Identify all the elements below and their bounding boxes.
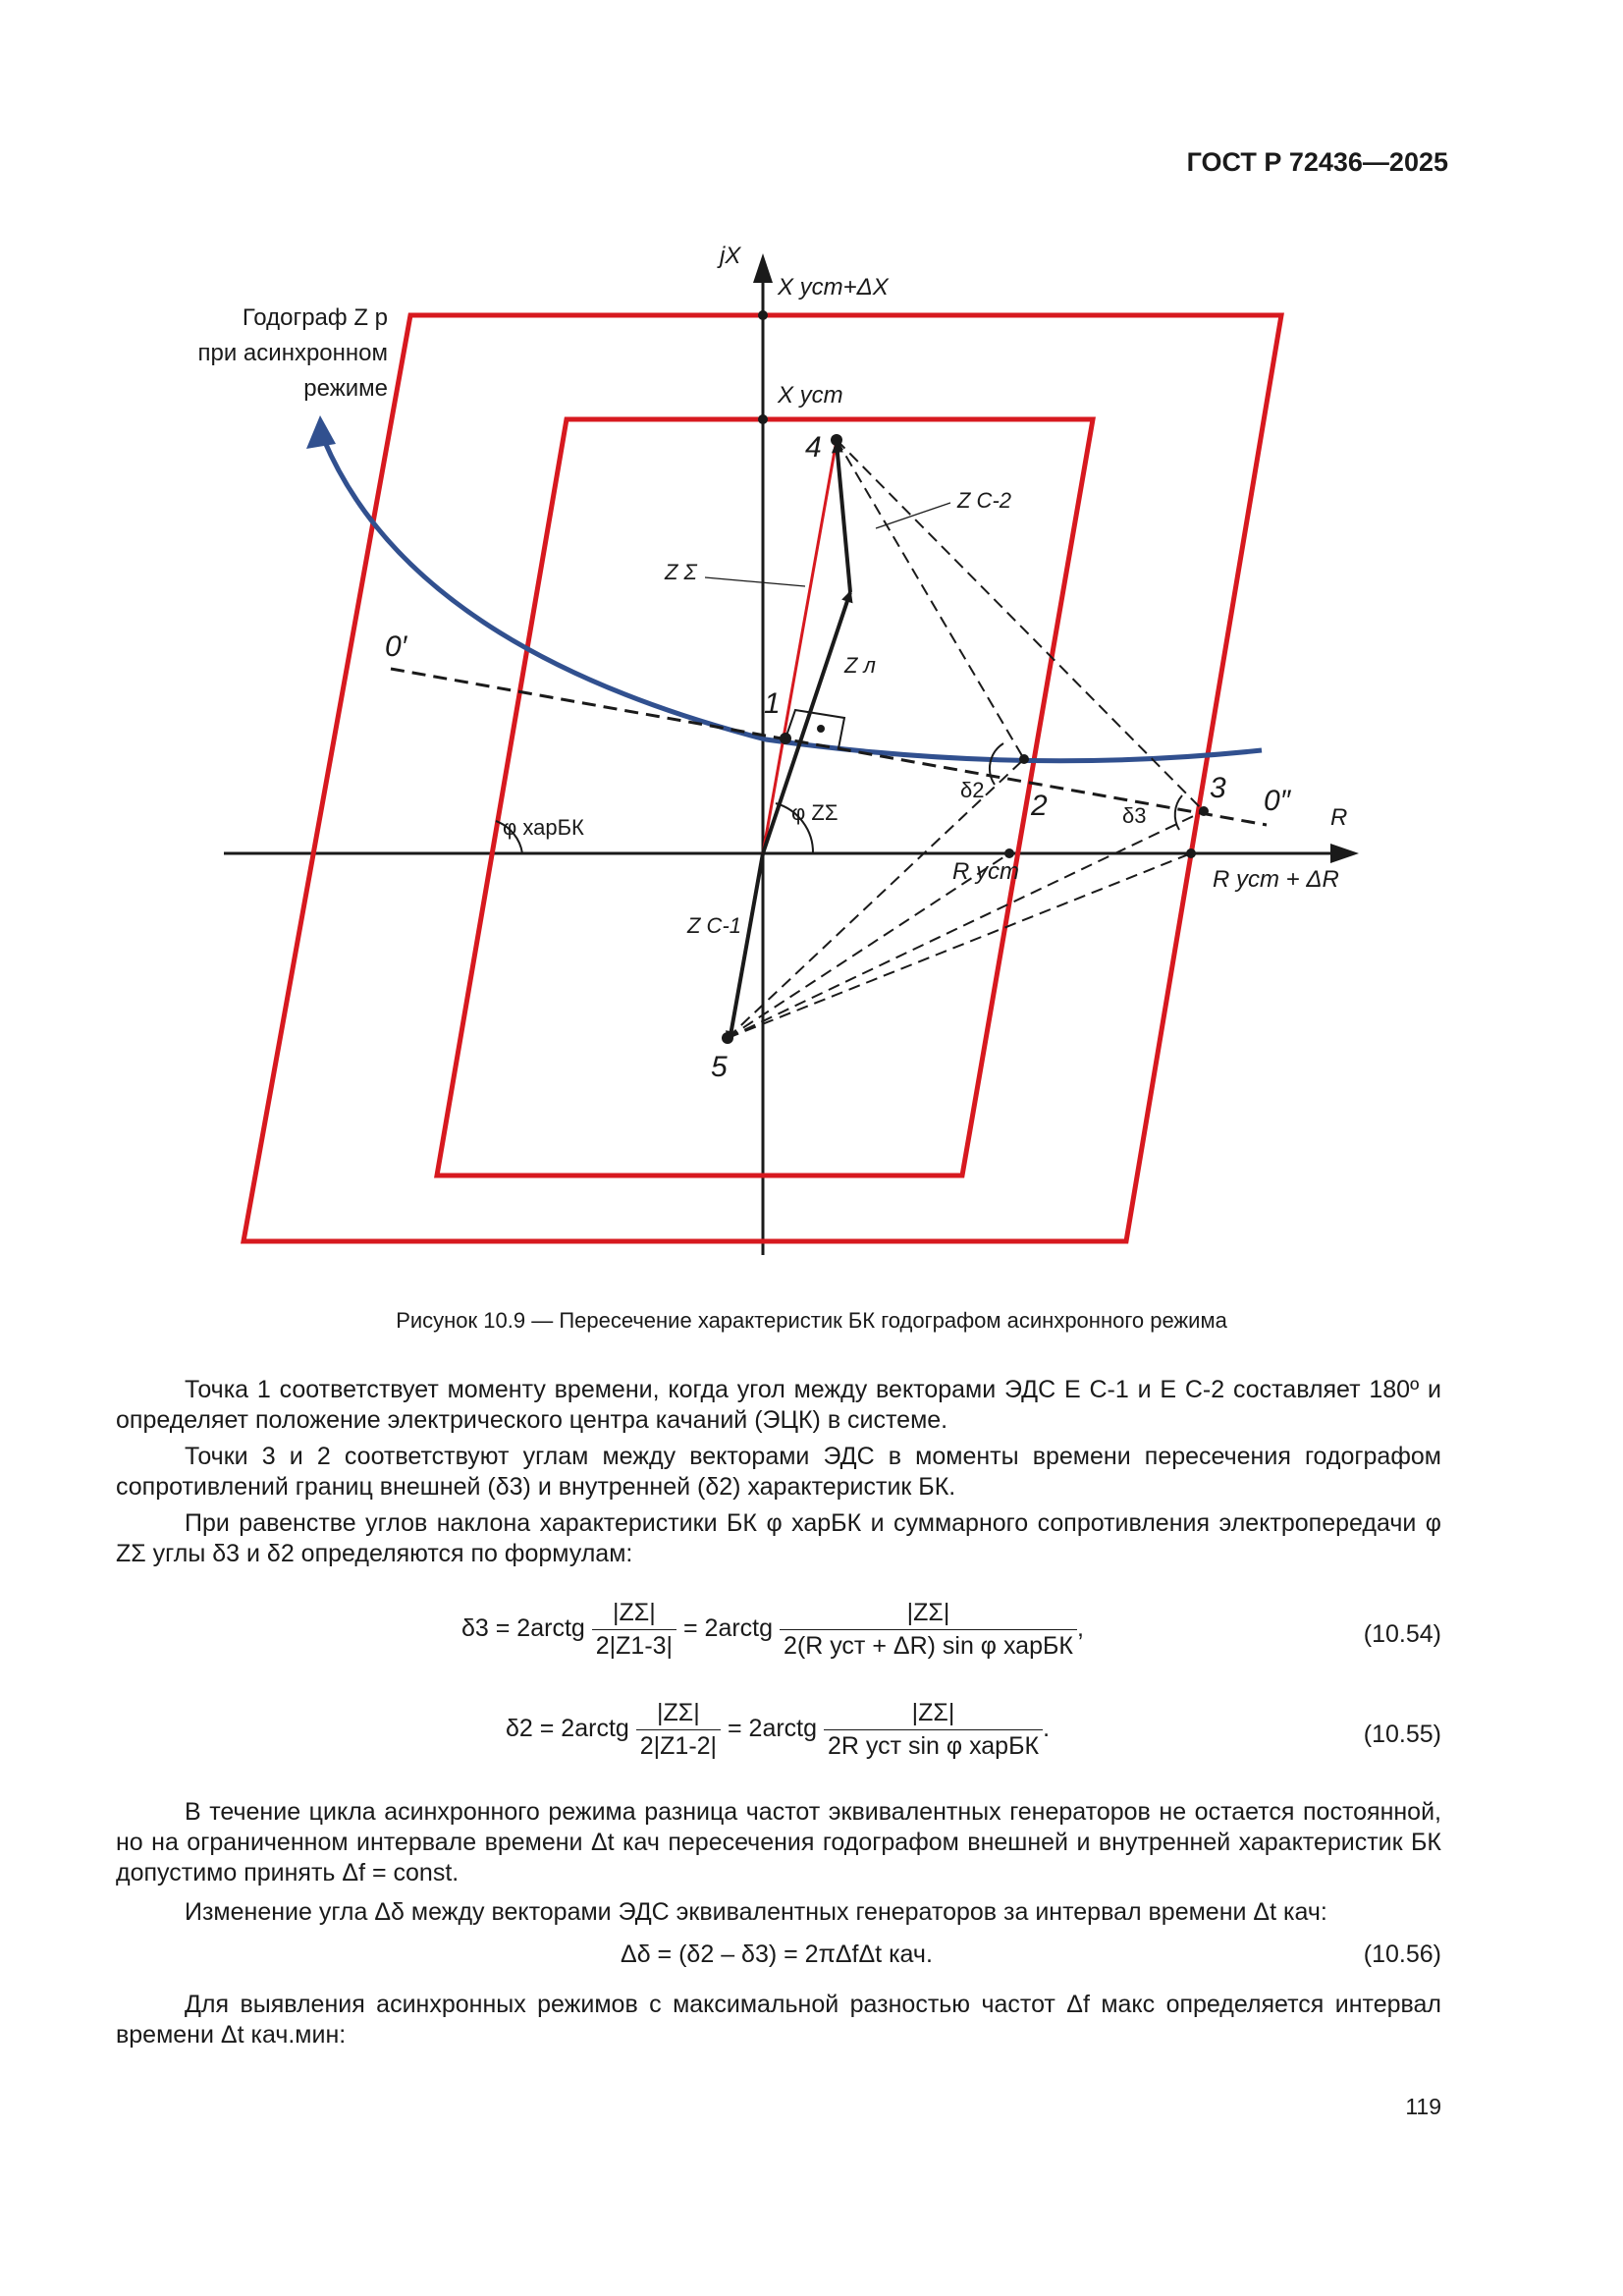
eq2-den1: 2|Z1-2| <box>639 1732 718 1760</box>
paragraph-6: Для выявления асинхронных режимов с максимальной разностью частот Δf макс определяется интервал времени Δt кач.мин: <box>116 1991 1441 2049</box>
point-5 <box>722 1032 733 1044</box>
eq1-mid: = 2arctg <box>683 1614 774 1643</box>
standard-header: ГОСТ Р 72436—2025 <box>1186 147 1448 177</box>
equation-10-55 <box>506 1699 1050 1761</box>
paragraph-2: Точки 3 и 2 соответствуют углам между векторами ЭДС в моменты времени пересечения годографом сопротивлений границ внешней (δ3) и внутренней (δ2) характеристик БК. <box>116 1443 1441 1501</box>
label-phi-z: φ ZΣ <box>791 800 839 825</box>
label-r: R <box>1330 804 1348 831</box>
label-x-ust-dx: X уст+ΔX <box>778 274 889 301</box>
eq1-den2: 2(R уст + ΔR) sin φ харБК <box>783 1632 1073 1660</box>
label-point-2: 2 <box>1031 790 1048 822</box>
paragraph-3: При равенстве углов наклона характеристики БК φ харБК и суммарного сопротивления электропередачи φ ZΣ углы δ3 и δ2 определяются по формулам: <box>116 1509 1441 1567</box>
label-jx: jX <box>720 243 741 269</box>
eq2-den2: 2R уст sin φ харБК <box>827 1732 1040 1760</box>
z-c1-vector <box>730 853 763 1041</box>
label-point-1: 1 <box>764 687 781 720</box>
eq2-num1: |ZΣ| <box>636 1699 721 1730</box>
eq1-tail: , <box>1076 1614 1084 1643</box>
equation-10-54-number: (10.54) <box>1363 1620 1441 1648</box>
page-number: 119 <box>1405 2094 1441 2119</box>
label-point-5: 5 <box>711 1051 728 1083</box>
eq2-num2: |ZΣ| <box>824 1699 1043 1730</box>
label-zc1: Z C-1 <box>687 913 741 938</box>
leader-zc2 <box>876 503 950 528</box>
jx-axis-arrow <box>753 253 773 283</box>
equation-10-55-number: (10.55) <box>1363 1721 1441 1748</box>
leader-zsum <box>705 577 805 586</box>
eq1-den1: 2|Z1-3| <box>595 1632 674 1660</box>
label-point-4: 4 <box>805 431 822 464</box>
label-0-dprime: 0″ <box>1264 785 1291 817</box>
eq1-num1: |ZΣ| <box>592 1599 676 1630</box>
paragraph-4: В течение цикла асинхронного режима разница частот эквивалентных генераторов не остается постоянной, но на ограниченном интервале времени Δt кач пересечения годографом внешней и внутренней характеристик БК допустимо принять Δf = const. <box>116 1798 1441 1886</box>
r-axis-arrow <box>1330 844 1359 863</box>
equation-10-54 <box>461 1599 1084 1661</box>
delta3-arc <box>1175 795 1182 830</box>
tick-r-ust-dr <box>1186 848 1196 858</box>
eq2-mid: = 2arctg <box>728 1715 818 1743</box>
label-zsum: Z Σ <box>665 560 697 584</box>
eq2-lhs: δ2 = 2arctg <box>506 1715 629 1743</box>
label-point-3: 3 <box>1210 772 1226 804</box>
hodograph-arrow <box>306 415 336 449</box>
eq1-num2: |ZΣ| <box>780 1599 1077 1630</box>
label-delta3: δ3 <box>1122 803 1147 828</box>
point-4 <box>831 434 842 446</box>
label-zl: Z л <box>844 653 876 678</box>
equation-10-56: Δδ = (δ2 – δ3) = 2πΔfΔt кач. <box>621 1941 933 1968</box>
delta2-arc <box>990 743 1003 785</box>
tick-x-ust-dx <box>758 310 768 320</box>
label-hodograph-1: Годограф Z р <box>242 304 388 331</box>
z-c2-vector <box>837 443 850 592</box>
inner-characteristic <box>437 419 1093 1175</box>
label-0-prime: 0′ <box>385 630 407 663</box>
eq1-lhs: δ3 = 2arctg <box>461 1614 585 1643</box>
paragraph-5: Изменение угла Δδ между векторами ЭДС эквивалентных генераторов за интервал времени Δt кач: <box>185 1898 1327 1926</box>
label-zc2: Z C-2 <box>957 488 1011 513</box>
label-delta2: δ2 <box>960 778 985 802</box>
construction-lines <box>728 440 1204 1038</box>
label-r-ust-dr: R уст + ΔR <box>1213 866 1339 893</box>
point-2 <box>1019 754 1029 764</box>
eq2-tail: . <box>1043 1715 1051 1743</box>
label-hodograph-3: режиме <box>303 375 388 402</box>
tick-x-ust <box>758 414 768 424</box>
equation-10-56-number: (10.56) <box>1363 1941 1441 1968</box>
label-phi-char: φ харБК <box>503 815 584 840</box>
label-x-ust: X уст <box>778 382 843 409</box>
label-r-ust: R уст <box>952 858 1019 885</box>
label-hodograph-2: при асинхронном <box>197 340 388 366</box>
figure-caption: Рисунок 10.9 — Пересечение характеристик БК годографом асинхронного режима <box>396 1308 1227 1333</box>
paragraph-1: Точка 1 соответствует моменту времени, когда угол между векторами ЭДС E С-1 и E С-2 составляет 180º и определяет положение электрического центра качаний (ЭЦК) в системе. <box>116 1376 1441 1434</box>
point-3 <box>1199 806 1209 816</box>
hodograph-curve <box>324 440 1262 761</box>
